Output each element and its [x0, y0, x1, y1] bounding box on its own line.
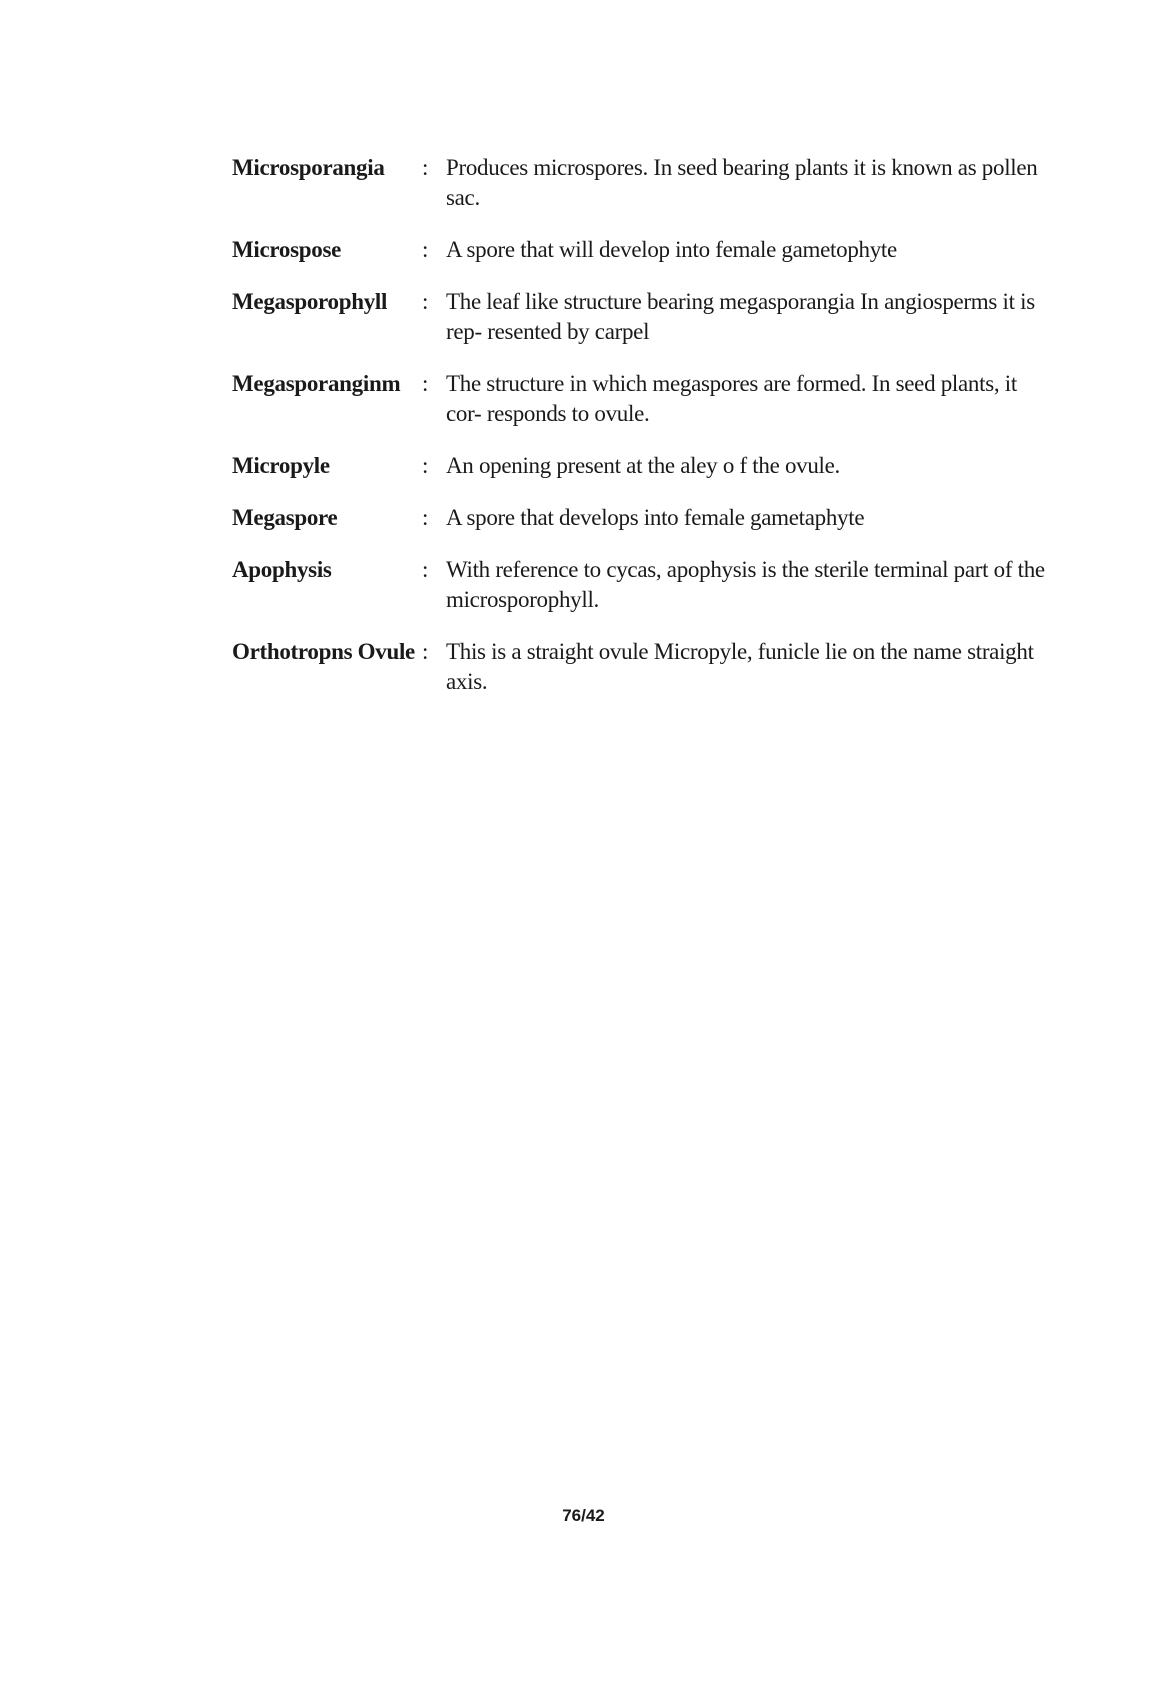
- glossary-entry: [232, 451, 1052, 481]
- glossary-entry: [232, 503, 1052, 533]
- glossary-entry: [232, 369, 1052, 429]
- glossary-definition: The leaf like structure bearing megasporangia In angiosperms it is rep- resented by carpel: [446, 289, 1035, 344]
- glossary-term: Microsporangia: [232, 155, 385, 180]
- term-separator: :: [422, 557, 429, 582]
- glossary-term: Apophysis: [232, 557, 332, 582]
- glossary-entry: [232, 555, 1052, 615]
- term-separator: :: [422, 237, 429, 262]
- term-separator: :: [422, 505, 429, 530]
- glossary-term: Megasporophyll: [232, 289, 388, 314]
- glossary-entry: [232, 637, 1052, 697]
- glossary-term: Micropyle: [232, 453, 330, 478]
- glossary-definition: This is a straight ovule Micropyle, funicle lie on the name straight axis.: [446, 639, 1034, 694]
- glossary-entry: [232, 235, 1052, 265]
- glossary-entry: [232, 287, 1052, 347]
- glossary-term: Megasporanginm: [232, 371, 401, 396]
- glossary-definition: With reference to cycas, apophysis is the sterile terminal part of the microsporophyll.: [446, 557, 1045, 612]
- term-separator: :: [422, 639, 429, 664]
- term-separator: :: [422, 453, 429, 478]
- glossary-entry: [232, 153, 1052, 213]
- glossary-term: Microspose: [232, 237, 342, 262]
- term-separator: :: [422, 289, 429, 314]
- page-number: 76/42: [562, 1506, 605, 1525]
- glossary-term: Megaspore: [232, 505, 338, 530]
- glossary-definition: A spore that will develop into female gametophyte: [446, 237, 897, 262]
- glossary-term: Orthotropns Ovule: [232, 639, 415, 664]
- term-separator: :: [422, 371, 429, 396]
- glossary-definition: An opening present at the aley o f the ovule.: [446, 453, 840, 478]
- term-separator: :: [422, 155, 429, 180]
- glossary-list: [232, 153, 1052, 719]
- glossary-definition: A spore that develops into female gametaphyte: [446, 505, 865, 530]
- glossary-definition: Produces microspores. In seed bearing plants it is known as pollen sac.: [446, 155, 1038, 210]
- glossary-definition: The structure in which megaspores are formed. In seed plants, it cor- responds to ovule.: [446, 371, 1017, 426]
